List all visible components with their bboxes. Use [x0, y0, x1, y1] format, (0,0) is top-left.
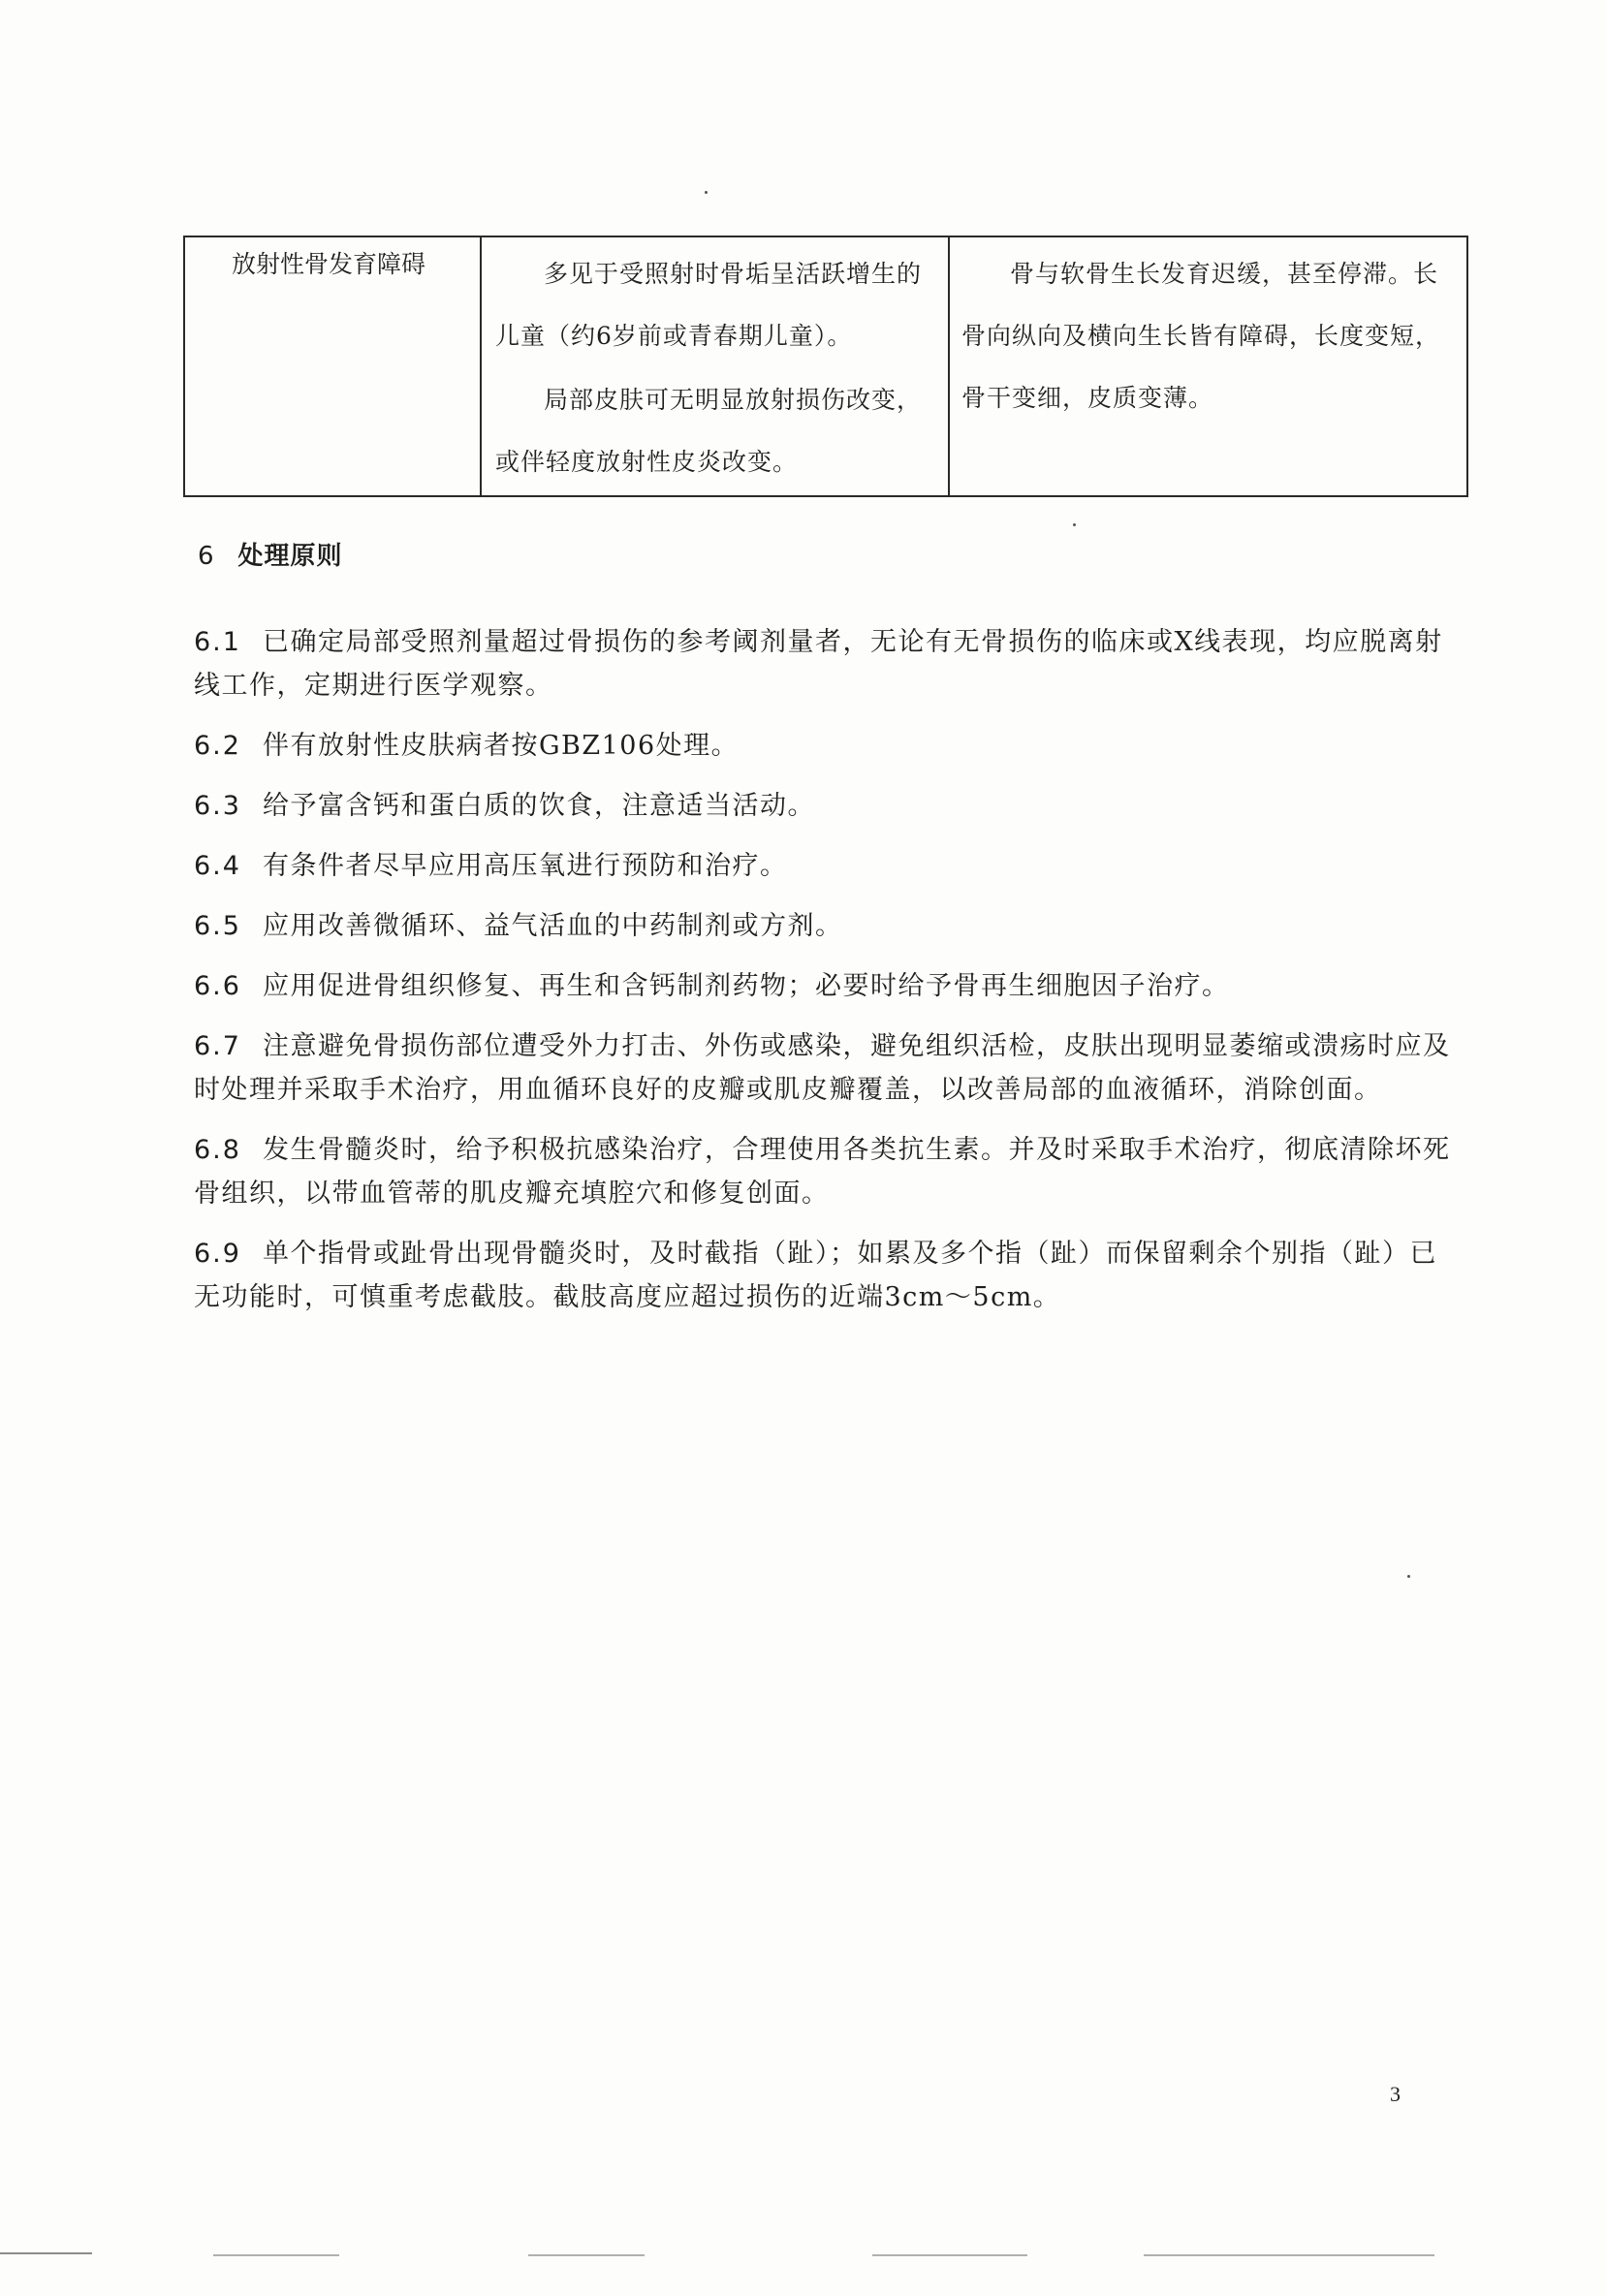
scan-speck [1073, 523, 1076, 526]
clause-number: 6.4 [194, 851, 241, 881]
clause [194, 1024, 1454, 1112]
clause [194, 1232, 1454, 1319]
clause-number: 6.3 [194, 791, 241, 821]
section-number: 6 [198, 542, 215, 571]
clause [194, 784, 1454, 828]
clause-number: 6.9 [194, 1239, 241, 1269]
classification-table-row [183, 236, 1468, 497]
clause-text: 应用促进骨组织修复、再生和含钙制剂药物；必要时给予骨再生细胞因子治疗。 [262, 971, 1230, 1001]
clause [194, 964, 1454, 1008]
clause [194, 620, 1454, 708]
manifestation-paragraph: 骨与软骨生长发育迟缓，甚至停滞。长骨向纵向及横向生长皆有障碍，长度变短，骨干变细，皮质变薄。 [961, 260, 1441, 412]
occurrence-paragraph: 多见于受照射时骨垢呈活跃增生的儿童（约6岁前或青春期儿童）。 [495, 260, 923, 350]
table-cell-category [185, 237, 482, 495]
scan-speck [1407, 1575, 1410, 1578]
section-title: 处理原则 [237, 542, 343, 571]
category-text: 放射性骨发育障碍 [232, 250, 426, 278]
clause-text: 给予富含钙和蛋白质的饮食，注意适当活动。 [262, 791, 815, 821]
clause-text: 伴有放射性皮肤病者按GBZ106处理。 [262, 731, 740, 761]
scan-edge-line [872, 2254, 1027, 2256]
clause [194, 1128, 1454, 1215]
clause-number: 6.7 [194, 1031, 241, 1061]
clause [194, 904, 1454, 948]
clause-text: 注意避免骨损伤部位遭受外力打击、外伤或感染，避免组织活检，皮肤出现明显萎缩或溃疡时应及时处理并采取手术治疗，用血循环良好的皮瓣或肌皮瓣覆盖，以改善局部的血液循环，消除创面。 [194, 1031, 1451, 1105]
scan-edge-line [1144, 2254, 1434, 2256]
clause-number: 6.1 [194, 627, 241, 657]
clause-text: 已确定局部受照剂量超过骨损伤的参考阈剂量者，无论有无骨损伤的临床或X线表现，均应脱离射线工作，定期进行医学观察。 [194, 627, 1443, 701]
table-cell-occurrence [482, 237, 950, 495]
scan-speck [705, 191, 708, 194]
clause [194, 724, 1454, 768]
scan-edge-line [213, 2254, 339, 2256]
scan-edge-line [0, 2252, 92, 2254]
clause-text: 发生骨髓炎时，给予积极抗感染治疗，合理使用各类抗生素。并及时采取手术治疗，彻底清除坏死骨组织，以带血管蒂的肌皮瓣充填腔穴和修复创面。 [194, 1135, 1451, 1209]
clause-text: 单个指骨或趾骨出现骨髓炎时，及时截指（趾）；如累及多个指（趾）而保留剩余个别指（趾）已无功能时，可慎重考虑截肢。截肢高度应超过损伤的近端3cm～5cm。 [194, 1239, 1437, 1312]
clause [194, 844, 1454, 888]
clause-text: 有条件者尽早应用高压氧进行预防和治疗。 [262, 851, 788, 881]
clause-text: 应用改善微循环、益气活血的中药制剂或方剂。 [262, 911, 843, 941]
clause-number: 6.5 [194, 911, 241, 941]
clause-list [194, 620, 1454, 1336]
clause-number: 6.6 [194, 971, 241, 1001]
section-heading [198, 536, 343, 572]
scan-edge-line [528, 2254, 645, 2256]
clause-number: 6.8 [194, 1135, 241, 1165]
clause-number: 6.2 [194, 731, 241, 761]
occurrence-paragraph: 局部皮肤可无明显放射损伤改变，或伴轻度放射性皮炎改变。 [495, 386, 923, 476]
table-cell-manifestation [950, 237, 1466, 495]
page-number: 3 [1390, 2082, 1401, 2106]
